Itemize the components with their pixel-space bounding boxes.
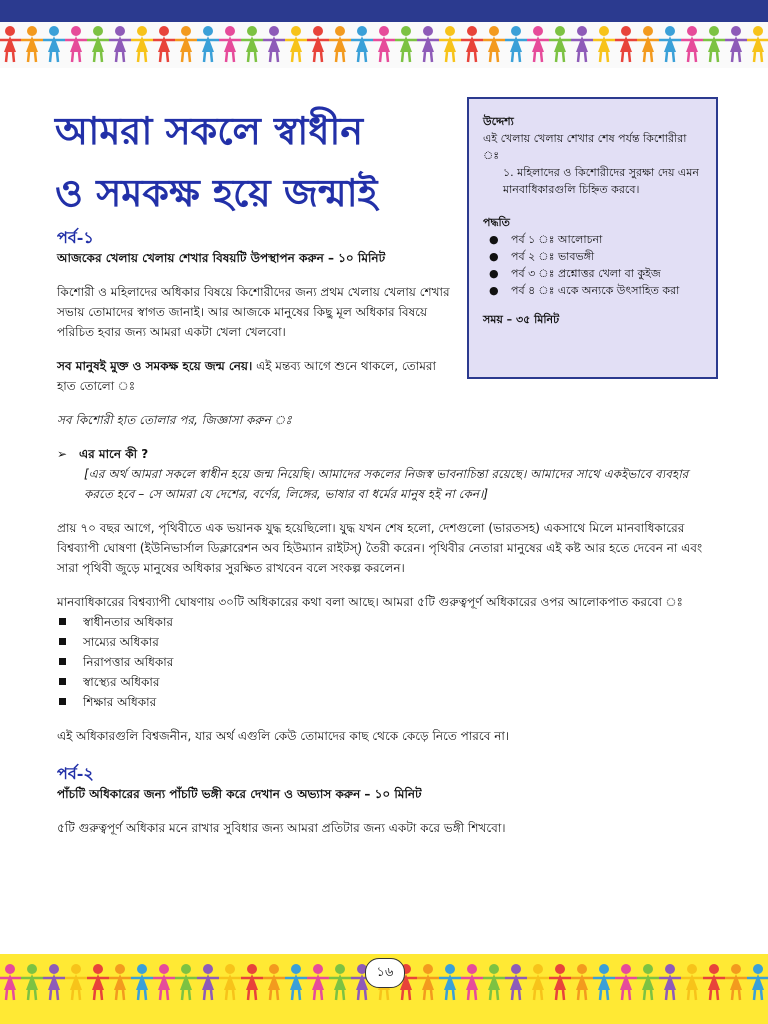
phase-1-statement: সব মানুষই মুক্ত ও সমকক্ষ হয়ে জন্ম নেয়। — [57, 359, 253, 373]
child-figure-icon — [351, 26, 373, 62]
child-figure-icon — [307, 964, 329, 1000]
child-figure-icon — [175, 26, 197, 62]
child-figure-icon — [153, 964, 175, 1000]
child-figure-icon — [439, 26, 461, 62]
child-figure-icon — [0, 964, 21, 1000]
child-figure-icon — [417, 26, 439, 62]
child-figure-icon — [197, 964, 219, 1000]
child-figure-icon — [395, 26, 417, 62]
child-figure-icon — [241, 964, 263, 1000]
phase-2-subheading: পাঁচটি অধিকারের জন্য পাঁচটি ভঙ্গী করে দেখান ও অভ্যাস করুন – ১০ মিনিট — [57, 787, 422, 801]
child-figure-icon — [615, 26, 637, 62]
child-figure-icon — [307, 26, 329, 62]
child-figure-icon — [659, 964, 681, 1000]
child-figure-icon — [43, 26, 65, 62]
child-figure-icon — [505, 26, 527, 62]
child-figure-icon — [87, 964, 109, 1000]
child-figure-icon — [153, 26, 175, 62]
phase-1-paragraph-2 — [57, 356, 457, 396]
objective-item: ১. মহিলাদের ও কিশোরীদের সুরক্ষা দেয় এমন মানবাধিকারগুলি চিহ্নিত করবে। — [503, 166, 699, 196]
objective-intro: এই খেলায় খেলায় শেখার শেষ পর্যন্ত কিশোরীরা ঃ — [483, 132, 687, 162]
method-item: ● পর্ব ১ ঃ আলোচনা — [501, 231, 702, 248]
child-figure-icon — [0, 26, 21, 62]
child-figure-icon — [571, 26, 593, 62]
method-item: ● পর্ব ৩ ঃ প্রশ্নোত্তর খেলা বা কুইজ — [501, 265, 702, 282]
child-figure-icon — [87, 26, 109, 62]
child-figure-icon — [549, 964, 571, 1000]
page-number: ১৬ — [365, 958, 405, 988]
phase-1-paragraph-1: কিশোরী ও মহিলাদের অধিকার বিষয়ে কিশোরীদের জন্য প্রথম খেলায় খেলায় শেখার সভায় তোমাদের স্বাগত জানাই। আর আজকে মানুষের কিছু মূল অধিকার বিষয়ে পরিচিত হবার জন্য আমরা একটা খেলা খেলবো। — [57, 285, 450, 339]
child-figure-icon — [703, 26, 725, 62]
phase-1-paragraph-3: প্রায় ৭০ বছর আগে, পৃথিবীতে এক ভয়ানক যুদ্ধ হয়েছিলো। যুদ্ধ যখন শেষ হলো, দেশগুলো (ভারতসহ) একসাথে মিলে মানবাধিকারের বিশ্বব্যাপী ঘোষণা (ইউনিভার্সাল ডিক্লারেশন অব হিউম্যান রাইটস্) তৈরী করেন। পৃথিবীর নেতারা মানুষের এই কষ্ট আর হতে দেবেন না এবং সারা পৃথিবী জুড়ে মানুষের অধিকার সুরক্ষিত রাখবেন বলে সংকল্প করলেন। — [57, 521, 703, 575]
arrow-bullet-icon: ➢ — [57, 447, 68, 461]
child-figure-icon — [263, 964, 285, 1000]
child-figure-icon — [725, 26, 747, 62]
child-figure-icon — [109, 26, 131, 62]
right-item: স্বাস্থ্যের অধিকার — [57, 672, 717, 692]
child-figure-icon — [747, 964, 768, 1000]
child-figure-icon — [439, 964, 461, 1000]
answer-text: [এর অর্থ আমরা সকলে স্বাধীন হয়ে জন্ম নিয়েছি। আমাদের সকলের নিজস্ব ভাবনাচিন্তা রয়েছে। আমাদের সাথে একইভাবে ব্যবহার করতে হবে – সে আমরা যে দেশের, বর্ণের, লিঙ্গের, ভাষার বা ধর্মের মানুষ হই না কেন।] — [84, 467, 689, 501]
method-item: ● পর্ব ২ ঃ ভাবভঙ্গী — [501, 248, 702, 265]
title-line-2: ও সমকক্ষ হয়ে জন্মাই — [55, 170, 378, 215]
child-figure-icon — [703, 964, 725, 1000]
right-item: শিক্ষার অধিকার — [57, 692, 717, 712]
phase-1-paragraph-5: এই অধিকারগুলি বিশ্বজনীন, যার অর্থ এগুলি কেউ তোমাদের কাছ থেকে কেড়ে নিতে পারবে না। — [57, 729, 510, 743]
phase-1-heading: পর্ব-১ — [57, 228, 94, 247]
phase-1-subheading: আজকের খেলায় খেলায় শেখার বিষয়টি উপস্থাপন করুন – ১০ মিনিট — [57, 251, 386, 265]
child-figure-icon — [219, 964, 241, 1000]
phase-1-instruction: সব কিশোরী হাত তোলার পর, জিজ্ঞাসা করুন ঃ — [57, 413, 292, 427]
child-figure-icon — [109, 964, 131, 1000]
child-figure-icon — [527, 964, 549, 1000]
phase-1-statement-followup: এই মন্তব্য আগে শুনে থাকলে, তোমরা হাত তোলো ঃ — [57, 359, 436, 393]
child-figure-icon — [527, 26, 549, 62]
child-figure-icon — [263, 26, 285, 62]
right-item: সাম্যের অধিকার — [57, 632, 717, 652]
child-figure-icon — [197, 26, 219, 62]
child-figure-icon — [637, 964, 659, 1000]
child-figure-icon — [21, 964, 43, 1000]
child-figure-icon — [505, 964, 527, 1000]
phase-1-paragraph-4: মানবাধিকারের বিশ্বব্যাপী ঘোষণায় ৩০টি অধিকারের কথা বলা আছে। আমরা ৫টি গুরুত্বপূর্ণ অধিকারের ওপর আলোকপাত করবো ঃ — [57, 595, 683, 609]
child-figure-icon — [681, 964, 703, 1000]
child-figure-icon — [461, 26, 483, 62]
child-figure-icon — [65, 964, 87, 1000]
child-figure-icon — [219, 26, 241, 62]
main-content — [57, 228, 717, 838]
rights-list — [57, 612, 717, 712]
child-figure-icon — [175, 964, 197, 1000]
child-figure-icon — [241, 26, 263, 62]
objective-list — [483, 164, 702, 198]
child-figure-icon — [329, 26, 351, 62]
child-figure-icon — [593, 26, 615, 62]
method-item: ● পর্ব ৪ ঃ একে অন্যকে উৎসাহিত করা — [501, 282, 702, 299]
child-figure-icon — [21, 26, 43, 62]
method-heading: পদ্ধতি — [483, 216, 510, 229]
question-line — [57, 444, 717, 464]
child-figure-icon — [549, 26, 571, 62]
child-figure-icon — [747, 26, 768, 62]
phase-2-heading: পর্ব-২ — [57, 764, 94, 783]
child-figure-icon — [417, 964, 439, 1000]
phase-2-paragraph-1: ৫টি গুরুত্বপূর্ণ অধিকার মনে রাখার সুবিধার জন্য আমরা প্রতিটার জন্য একটা করে ভঙ্গী শিখবো। — [57, 821, 506, 835]
question-text: এর মানে কী ? — [79, 447, 149, 461]
child-figure-icon — [593, 964, 615, 1000]
child-figure-icon — [131, 26, 153, 62]
child-figure-icon — [373, 26, 395, 62]
objective-heading: উদ্দেশ্য — [483, 115, 514, 128]
child-figure-icon — [461, 964, 483, 1000]
child-figure-icon — [571, 964, 593, 1000]
child-figure-icon — [65, 26, 87, 62]
header-decorative-band — [0, 0, 768, 68]
child-figure-icon — [637, 26, 659, 62]
right-item: স্বাধীনতার অধিকার — [57, 612, 717, 632]
time-label: সময় – ৩৫ মিনিট — [483, 313, 560, 326]
page-title — [55, 100, 455, 224]
child-figure-icon — [285, 964, 307, 1000]
right-item: নিরাপত্তার অধিকার — [57, 652, 717, 672]
child-figure-icon — [615, 964, 637, 1000]
child-figure-icon — [131, 964, 153, 1000]
child-figure-icon — [725, 964, 747, 1000]
child-figure-icon — [483, 26, 505, 62]
child-figure-icon — [43, 964, 65, 1000]
child-figure-icon — [329, 964, 351, 1000]
children-figures-border — [0, 22, 768, 68]
child-figure-icon — [483, 964, 505, 1000]
child-figure-icon — [659, 26, 681, 62]
child-figure-icon — [681, 26, 703, 62]
child-figure-icon — [285, 26, 307, 62]
title-line-1: আমরা সকলে স্বাধীন — [55, 108, 364, 153]
